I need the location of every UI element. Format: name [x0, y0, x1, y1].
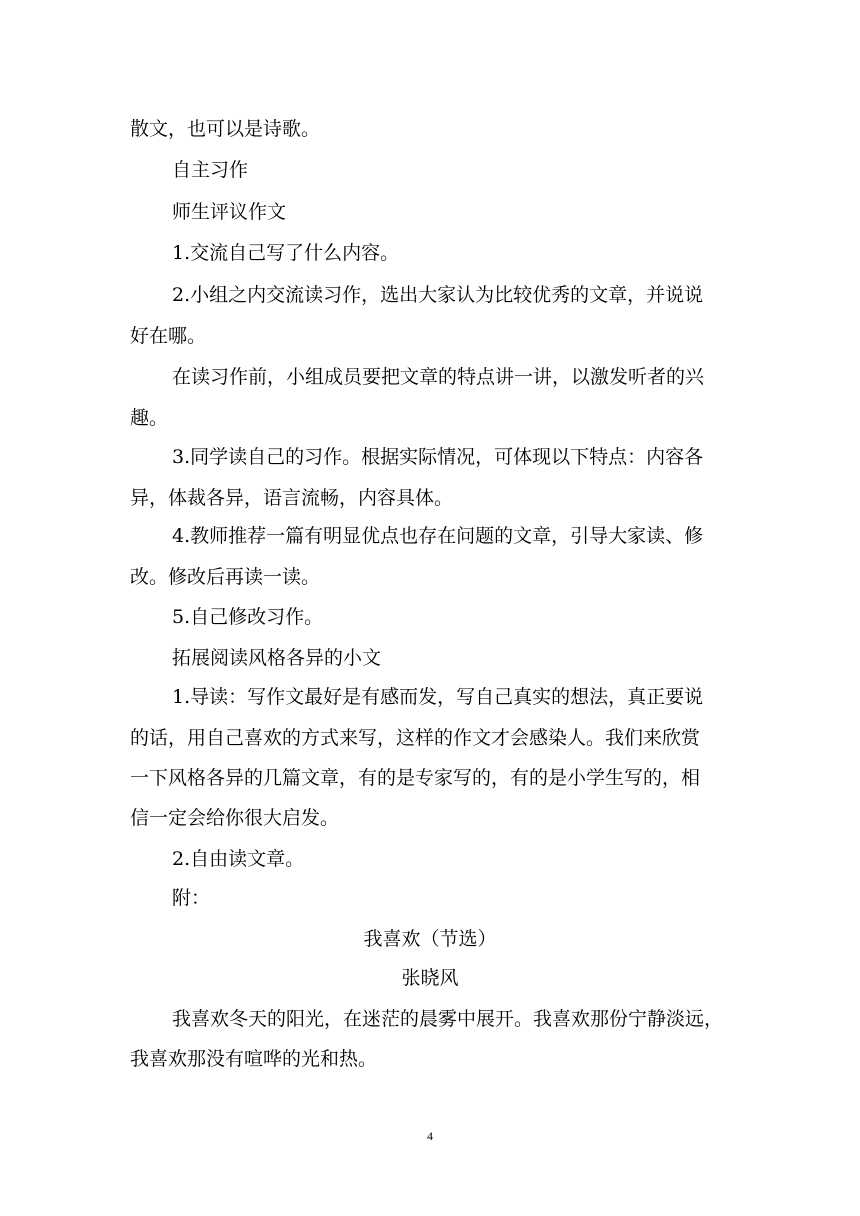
- text-line: 我喜欢那没有喧哗的光和热。: [130, 1048, 378, 1070]
- list-item: 2.自由读文章。: [172, 848, 305, 870]
- text-line: 好在哪。: [130, 325, 207, 347]
- appendix-label: 附：: [172, 887, 211, 909]
- section-heading: 拓展阅读风格各异的小文: [172, 647, 382, 669]
- article-author: 张晓风: [401, 967, 459, 989]
- list-item: 1.导读：写作文最好是有感而发，写自己真实的想法，真正要说: [172, 686, 704, 708]
- list-item: 5.自己修改习作。: [172, 606, 324, 628]
- text-line: 我喜欢冬天的阳光，在迷茫的晨雾中展开。我喜欢那份宁静淡远，: [172, 1008, 724, 1030]
- text-line: 的话，用自己喜欢的方式来写，这样的作文才会感染人。我们来欣赏: [130, 727, 701, 749]
- text-line: 散文，也可以是诗歌。: [130, 118, 321, 140]
- text-line: 趣。: [130, 407, 169, 429]
- text-line: 一下风格各异的几篇文章，有的是专家写的，有的是小学生写的，相: [130, 767, 701, 789]
- text-line: 异，体裁各异，语言流畅，内容具体。: [130, 487, 454, 509]
- section-heading: 自主习作: [172, 159, 249, 181]
- page-number: 4: [427, 1129, 433, 1143]
- article-title: 我喜欢（节选）: [363, 928, 497, 950]
- list-item: 3.同学读自己的习作。根据实际情况，可体现以下特点：内容各: [172, 446, 704, 468]
- text-line: 改。修改后再读一读。: [130, 566, 321, 588]
- text-line: 信一定会给你很大启发。: [130, 807, 340, 829]
- section-heading: 师生评议作文: [172, 201, 287, 223]
- list-item: 2.小组之内交流读习作，选出大家认为比较优秀的文章，并说说: [172, 284, 704, 306]
- list-item: 1.交流自己写了什么内容。: [172, 242, 400, 264]
- text-line: 在读习作前，小组成员要把文章的特点讲一讲，以激发听者的兴: [172, 366, 705, 388]
- list-item: 4.教师推荐一篇有明显优点也存在问题的文章，引导大家读、修: [172, 525, 704, 547]
